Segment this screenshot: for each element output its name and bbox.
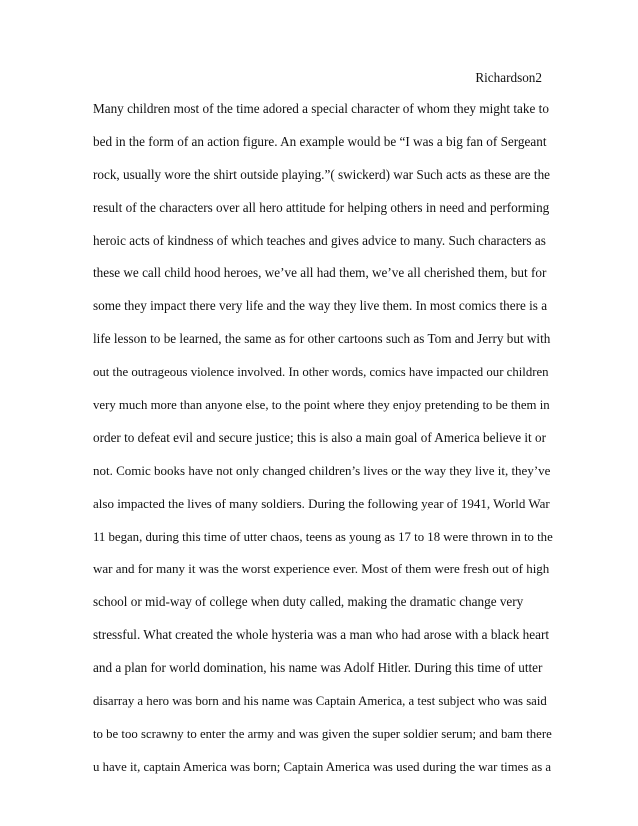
- text-line: Many children most of the time adored a special character of whom they might take to: [93, 101, 549, 116]
- body-paragraph: [93, 93, 553, 784]
- text-line: order to defeat evil and secure justice; this is also a main goal of America believe it or: [93, 429, 546, 445]
- text-line: and a plan for world domination, his name was Adolf Hitler. During this time of utter: [93, 660, 543, 676]
- running-head: Richardson2: [475, 70, 542, 85]
- text-line: to be too scrawny to enter the army and was given the super soldier serum; and bam there: [93, 726, 552, 741]
- text-line: school or mid-way of college when duty called, making the dramatic change very: [93, 594, 524, 610]
- text-line: u have it, captain America was born; Captain America was used during the war times as a: [93, 759, 552, 774]
- text-line: rock, usually wore the shirt outside playing.”( swickerd) war Such acts as these are the: [93, 166, 551, 182]
- text-line: war and for many it was the worst experience ever. Most of them were fresh out of high: [93, 561, 550, 577]
- text-line: heroic acts of kindness of which teaches and gives advice to many. Such characters as: [93, 232, 546, 248]
- text-line: 11 began, during this time of utter chaos, teens as young as 17 to 18 were thrown in to the: [93, 529, 553, 544]
- text-line: not. Comic books have not only changed children’s lives or the way they live it, they’ve: [93, 462, 551, 478]
- text-line: bed in the form of an action figure. An example would be “I was a big fan of Sergeant: [93, 133, 547, 149]
- text-line: disarray a hero was born and his name was Captain America, a test subject who was said: [93, 694, 547, 709]
- text-line: also impacted the lives of many soldiers. During the following year of 1941, World War: [93, 495, 550, 511]
- text-line: life lesson to be learned, the same as for other cartoons such as Tom and Jerry but with: [93, 331, 551, 347]
- text-line: some they impact there very life and the way they live them. In most comics there is a: [93, 298, 548, 314]
- text-line: very much more than anyone else, to the point where they enjoy pretending to be them in: [93, 398, 550, 413]
- text-line: out the outrageous violence involved. In other words, comics have impacted our children: [93, 365, 549, 380]
- text-line: stressful. What created the whole hysteria was a man who had arose with a black heart: [93, 627, 550, 643]
- text-line: result of the characters over all hero attitude for helping others in need and performing: [93, 199, 550, 215]
- text-line: these we call child hood heroes, we’ve all had them, we’ve all cherished them, but for: [93, 265, 547, 281]
